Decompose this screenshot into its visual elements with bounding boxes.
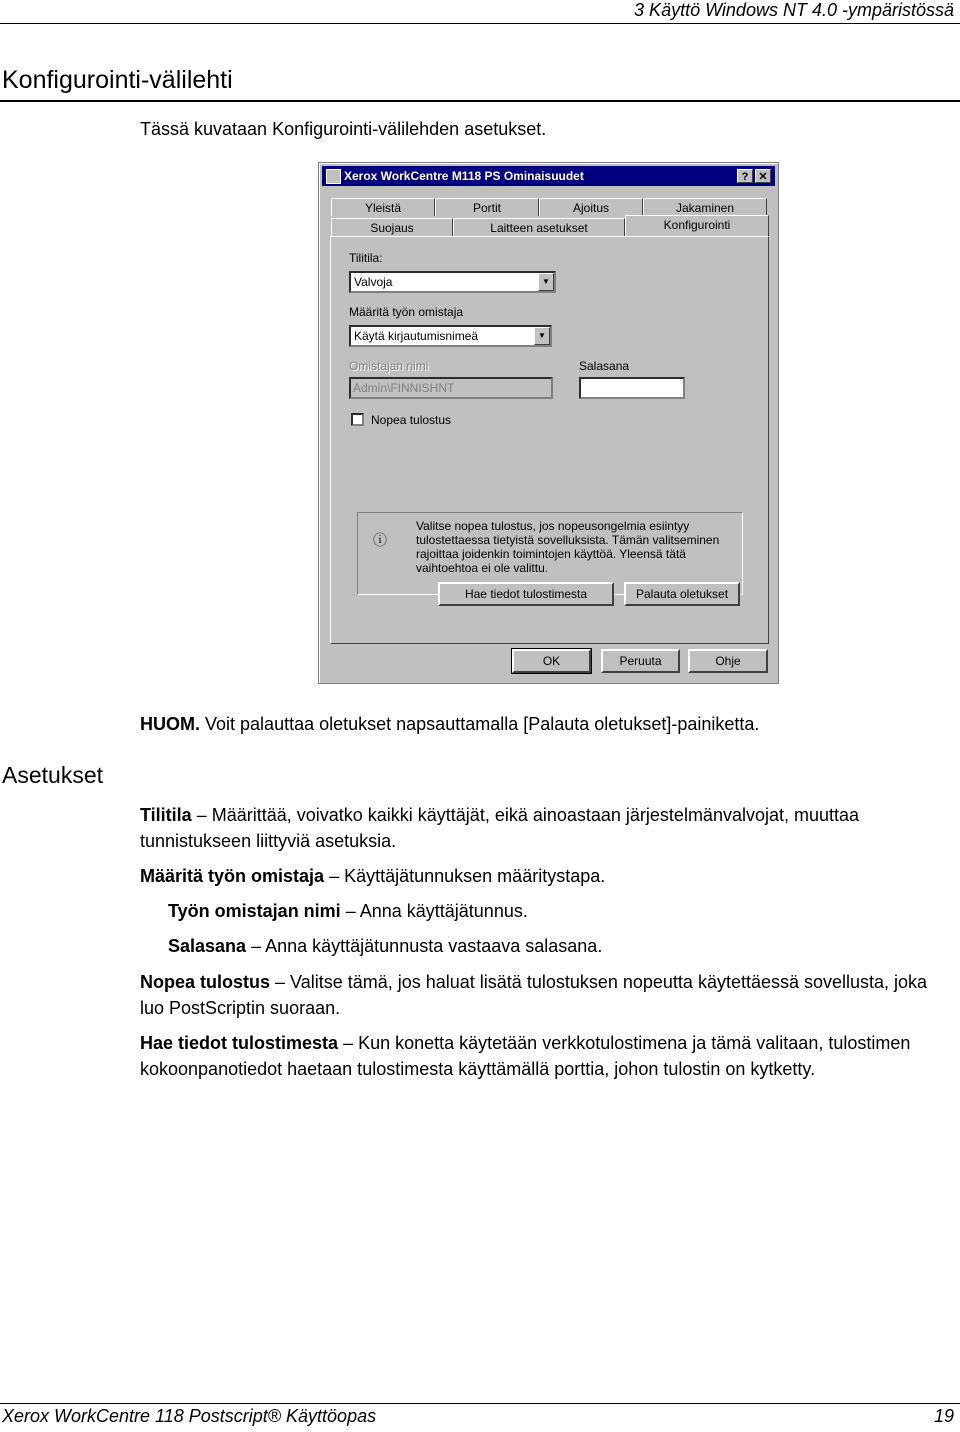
printer-icon (326, 169, 341, 184)
fetch-printer-info-button[interactable]: Hae tiedot tulostimesta (438, 582, 614, 606)
tab-yleista[interactable]: Yleistä (331, 198, 435, 216)
ok-button[interactable]: OK (512, 649, 591, 673)
help-button[interactable]: Ohje (688, 649, 768, 673)
chevron-down-icon[interactable]: ▼ (534, 327, 550, 345)
owner-name-label: Omistajan nimi (349, 359, 429, 373)
properties-dialog (318, 162, 779, 684)
password-field[interactable] (579, 377, 685, 399)
section-title-konfigurointi: Konfigurointi-välilehti (2, 66, 233, 94)
desc: Anna käyttäjätunnusta vastaava salasana. (265, 936, 603, 956)
term: Määritä työn omistaja (140, 866, 325, 886)
tab-laitteen-asetukset[interactable]: Laitteen asetukset (453, 218, 625, 236)
owner-name-field[interactable] (349, 377, 553, 399)
fast-print-label: Nopea tulostus (371, 413, 452, 427)
setting-owner-name: Työn omistajan nimi – Anna käyttäjätunnus. (168, 901, 528, 921)
owner-value: Käytä kirjautumisnimeä (354, 329, 479, 343)
owner-name-value: Admin\FINNISHNT (353, 381, 455, 395)
tilitila-select[interactable] (349, 271, 556, 293)
dialog-title: Xerox WorkCentre M118 PS Ominaisuudet (344, 169, 584, 183)
setting-fast-print: Nopea tulostus – Valitse tämä, jos haluat lisätä tulostuksen nopeutta käytettäessä sovellusta, joka luo PostScriptin suoraan. (140, 972, 928, 1018)
tab-suojaus[interactable]: Suojaus (331, 218, 453, 236)
note (140, 711, 759, 737)
note-text: Voit palauttaa oletukset napsauttamalla [Palauta oletukset]-painiketta. (205, 714, 760, 734)
help-titlebar-button[interactable]: ? (737, 169, 753, 183)
reset-defaults-button[interactable]: Palauta oletukset (624, 582, 740, 606)
password-label: Salasana (579, 359, 630, 373)
owner-select[interactable] (349, 325, 552, 347)
term: Työn omistajan nimi (168, 901, 341, 921)
desc: Kun konetta käytetään verkkotulostimena ja tämä valitaan, tulostimen kokoonpanotiedot haetaan tulostimesta käyttämällä porttia, johon tulostin on kytketty. (140, 1033, 911, 1079)
dialog-titlebar (322, 166, 775, 186)
fast-print-checkbox[interactable] (351, 413, 364, 426)
footer-title: Xerox WorkCentre 118 Postscript® Käyttöopas (2, 1406, 377, 1426)
term: Tilitila (140, 805, 192, 825)
section-rule (0, 100, 960, 102)
header-rule (0, 23, 960, 24)
desc: Käyttäjätunnuksen määritystapa. (344, 866, 606, 886)
tab-konfigurointi[interactable]: Konfigurointi (625, 215, 769, 237)
setting-tilitila: Tilitila – Määrittää, voivatko kaikki käyttäjät, eikä ainoastaan järjestelmänvalvojat, muuttaa tunnistukseen liittyviä asetuksia. (140, 805, 860, 851)
term: Nopea tulostus (140, 972, 271, 992)
term: Salasana (168, 936, 247, 956)
intro-text: Tässä kuvataan Konfigurointi-välilehden asetukset. (140, 119, 547, 139)
tab-portit[interactable]: Portit (435, 198, 539, 216)
chevron-down-icon[interactable]: ▼ (538, 273, 554, 291)
setting-owner: Määritä työn omistaja – Käyttäjätunnuksen määritystapa. (140, 866, 606, 886)
setting-fetch: Hae tiedot tulostimesta – Kun konetta käytetään verkkotulostimena ja tämä valitaan, tulostimen kokoonpanotiedot haetaan tulostimesta käyttämällä porttia, johon tulostin on kytketty. (140, 1033, 911, 1079)
tilitila-value: Valvoja (354, 275, 393, 289)
note-label: HUOM. (140, 714, 200, 734)
info-icon: ⓘ (373, 532, 387, 548)
desc: Määrittää, voivatko kaikki käyttäjät, eikä ainoastaan järjestelmänvalvojat, muuttaa tunnistukseen liittyviä asetuksia. (140, 805, 860, 851)
tab-ajoitus[interactable]: Ajoitus (539, 198, 643, 216)
setting-password: Salasana – Anna käyttäjätunnusta vastaava salasana. (168, 936, 603, 956)
info-text: Valitse nopea tulostus, jos nopeusongelmia esiintyy tulostettaessa tietyistä sovelluksista. Tämän valitseminen rajoittaa joidenkin toimintojen käyttöä. Yleensä tätä vaihtoehtoa ei ole valittu. (416, 519, 720, 575)
running-header: 3 Käyttö Windows NT 4.0 -ympäristössä (634, 0, 954, 20)
desc: Anna käyttäjätunnus. (359, 901, 528, 921)
section-title-asetukset: Asetukset (2, 762, 103, 788)
footer-rule (0, 1403, 960, 1404)
cancel-button[interactable]: Peruuta (601, 649, 680, 673)
close-titlebar-button[interactable]: ✕ (755, 169, 771, 183)
tab-jakaminen[interactable]: Jakaminen (643, 198, 767, 216)
page-number: 19 (933, 1406, 954, 1426)
desc: Valitse tämä, jos haluat lisätä tulostuksen nopeutta käytettäessä sovellusta, joka luo PostScriptin suoraan. (140, 972, 928, 1018)
owner-label: Määritä työn omistaja (349, 305, 464, 319)
tilitila-label: Tilitila: (349, 251, 383, 265)
term: Hae tiedot tulostimesta (140, 1033, 339, 1053)
